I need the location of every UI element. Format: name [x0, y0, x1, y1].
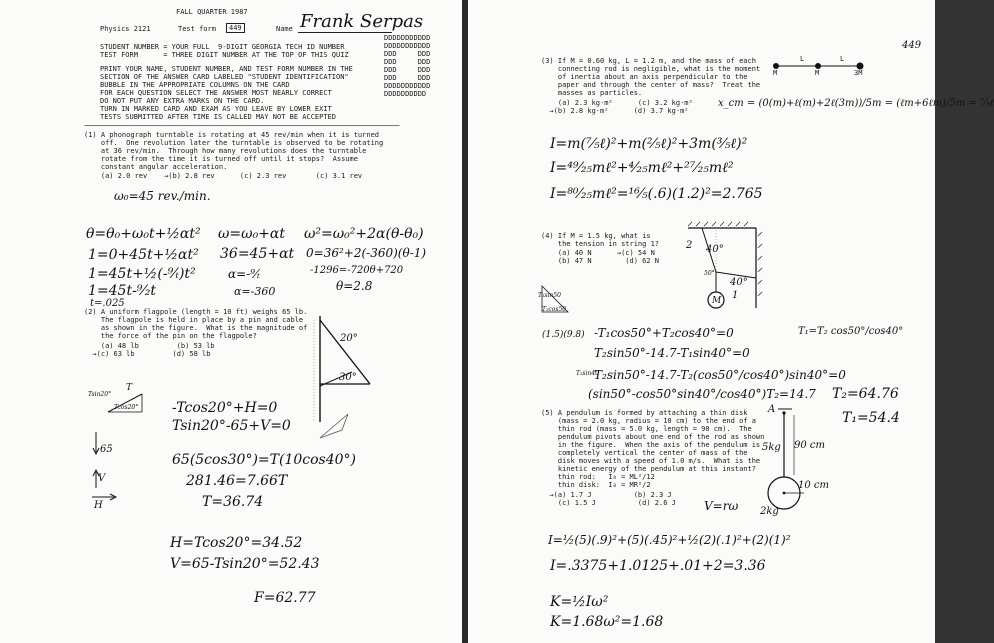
hw-line: θ=2.8	[336, 279, 373, 293]
name-underline	[298, 32, 392, 33]
fig-label: 50°	[704, 270, 715, 277]
question-text-line: constant angular acceleration.	[84, 163, 228, 171]
hw-line: α=-⁹⁄ₜ	[228, 267, 260, 281]
instruction-line: TESTS SUBMITTED AFTER TIME IS CALLED MAY NOT BE ACCEPTED	[100, 113, 337, 121]
hw-line: T₂sin50°-14.7-T₁sin40°=0	[594, 346, 750, 360]
instruction-line: DO NOT PUT ANY EXTRA MARKS ON THE CARD.	[100, 97, 265, 105]
student-number-instruction: STUDENT NUMBER = YOUR FULL 9-DIGIT GEORGIA TECH ID NUMBER	[100, 43, 345, 51]
hw-line: K=1.68ω²=1.68	[550, 614, 664, 630]
separator-line: ~~~~~~~~~~~~~~~~~~~~~~~~~~~~~~~~~~~~~~~~~~~~~~~~~~~~~~~~~~~~~~~~~~~~~~~~~~~~~~~~~~~~~~~~~~~~~~~~~~	[84, 122, 400, 130]
id-grid-row: DDDDDDDDDDD	[384, 82, 431, 90]
semester-heading: FALL QUARTER 1987	[176, 8, 248, 16]
answer-choices: (a) 2.3 kg·m² (c) 3.2 kg·m²	[541, 99, 693, 107]
fig-label: 10 cm	[798, 480, 829, 491]
hw-line: V=65-Tsin20°=52.43	[170, 556, 320, 572]
fbd-label: T	[126, 383, 133, 393]
question-text-line: thin rod: I₀ = ML²/12	[541, 473, 655, 481]
hw-line: T₁=T₂ cos50°/cos40°	[798, 326, 904, 337]
fbd-label: 65	[100, 444, 113, 455]
fig-label: 40°	[706, 244, 724, 255]
hw-line: T=36.74	[202, 494, 264, 510]
fig-label: 2	[686, 240, 693, 251]
question-text-line: (1) A phonograph turntable is rotating at 45 rev/min when it is turned	[84, 131, 380, 139]
hw-line: x_cm = (0(m)+ℓ(m)+2ℓ(3m))/5m = (ℓm+6ℓm)/5m = ⁷⁄₅ℓ	[718, 98, 994, 109]
hw-line: θ=θ₀+ω₀t+½αt²	[86, 226, 201, 242]
hw-line: (sin50°-cos50°sin40°/cos40°)T₂=14.7	[588, 387, 816, 401]
fig-label: M	[815, 69, 820, 77]
question-text-line: kinetic energy of the pendulum at this instant?	[541, 465, 756, 473]
hanging-mass-figure	[682, 222, 762, 312]
question-text-line: (4) If M = 1.5 kg, what is	[541, 232, 651, 240]
fig-label: 90 cm	[794, 440, 825, 451]
fig-label: 5kg	[762, 442, 781, 453]
hw-line: 281.46=7.66T	[186, 473, 288, 489]
question-text-line: pendulum pivots about one end of the rod as shown	[541, 433, 765, 441]
hw-line: -T₁cos50°+T₂cos40°=0	[594, 326, 734, 340]
angle-label-top: 20°	[340, 333, 358, 344]
id-grid-row: DDD DDD	[384, 50, 431, 58]
hw-line: T₂=64.76	[832, 386, 899, 402]
exam-page-left	[0, 0, 462, 643]
instruction-line: PRINT YOUR NAME, STUDENT NUMBER, AND TEST FORM NUMBER IN THE	[100, 65, 353, 73]
hw-line: I=m(⁷⁄₅ℓ)²+m(²⁄₅ℓ)²+3m(³⁄₅ℓ)²	[550, 136, 748, 152]
student-name-handwritten: Frank Serpas	[300, 11, 424, 32]
question-text-line: disk moves with a speed of 1.0 m/s. What is the	[541, 457, 761, 465]
course-label: Physics 2121	[100, 25, 151, 33]
test-form-value: 449	[226, 23, 245, 33]
angle-label-bottom: 30°	[339, 372, 357, 383]
question-text-line: thin disk: I₀ = MR²/2	[541, 481, 651, 489]
question-text-line: the force of the pin on the flagpole?	[84, 332, 257, 340]
question-text-line: (3) If M = 0.60 kg, L = 1.2 m, and the mass of each	[541, 57, 756, 65]
answer-choices: →(c) 63 lb (d) 58 lb	[84, 350, 211, 358]
id-grid-row: DDDDDDDDDD	[384, 90, 427, 98]
hw-line: α=-360	[234, 285, 276, 298]
question-text-line: (2) A uniform flagpole (length = 10 ft) weighs 65 lb.	[84, 308, 308, 316]
question-text-line: masses as particles.	[541, 89, 643, 97]
hw-line: 1=0+45t+½αt²	[88, 247, 199, 263]
question-text-line: The flagpole is held in place by a pin and cable	[84, 316, 304, 324]
id-grid-row: DDD DDD	[384, 74, 431, 82]
hw-line: I=⁸⁰⁄₂₅mℓ²=¹⁶⁄₅(.6)(1.2)²=2.765	[550, 186, 763, 202]
fbd-label: T₂sin40	[576, 370, 599, 377]
answer-choices: (a) 40 N →(c) 54 N	[541, 249, 655, 257]
hw-line: F=62.77	[254, 590, 316, 606]
hw-line: -Tcos20°+H=0	[172, 400, 278, 416]
question-text-line: rotate from the time it is turned off until it stops? Assume	[84, 155, 358, 163]
answer-choices: →(a) 1.7 J (b) 2.3 J	[541, 491, 672, 499]
q4-fbd-sketch	[538, 282, 578, 322]
fbd-label: Tcos20°	[114, 404, 139, 411]
fbd-label: Tsin20°	[88, 391, 112, 398]
id-grid-row: DDDDDDDDDDD	[384, 34, 431, 42]
question-text-line: completely vertical the center of mass of the	[541, 449, 748, 457]
hw-line: I=.3375+1.0125+.01+2=3.36	[550, 558, 766, 574]
test-form-instruction: TEST FORM = THREE DIGIT NUMBER AT THE TOP OF THIS QUIZ	[100, 51, 349, 59]
id-grid-row: DDDDDDDDDDD	[384, 42, 431, 50]
id-grid-row: DDD DDD	[384, 66, 431, 74]
hw-line: I=½(5)(.9)²+(5)(.45)²+½(2)(.1)²+(2)(1)²	[548, 533, 791, 547]
instruction-line: FOR EACH QUESTION SELECT THE ANSWER MOST NEARLY CORRECT	[100, 89, 332, 97]
hw-line: 1=45t+½(-⁹⁄ₜ)t²	[88, 266, 196, 282]
fbd-label: H	[94, 500, 103, 511]
hw-line: 65(5cos30°)=T(10cos40°)	[172, 452, 356, 468]
fig-label: 2kg	[760, 506, 779, 517]
fig-label: L	[800, 55, 805, 63]
fig-label: L	[840, 55, 845, 63]
question-text-line: off. One revolution later the turntable is observed to be rotating	[84, 139, 384, 147]
question-text-line: the tension in string 1?	[541, 240, 660, 248]
fig-label: A	[768, 404, 776, 415]
fbd-label: V	[98, 473, 106, 484]
hw-line: Tsin20°-65+V=0	[172, 418, 291, 434]
id-grid-row: DDD DDD	[384, 58, 431, 66]
hw-line: I=⁴⁹⁄₂₅mℓ²+⁴⁄₂₅mℓ²+²⁷⁄₂₅mℓ²	[550, 160, 734, 176]
instruction-line: SECTION OF THE ANSWER CARD LABELED "STUDENT IDENTIFICATION"	[100, 73, 349, 81]
pendulum-figure	[758, 405, 818, 517]
answer-choices: (c) 1.5 J (d) 2.6 J	[541, 499, 676, 507]
fig-label: 40°	[730, 277, 748, 288]
hw-line: t=.025	[90, 298, 125, 309]
question-text-line: as shown in the figure. What is the magnitude of	[84, 324, 308, 332]
fig-label: M	[773, 69, 778, 77]
hw-line: ω=ω₀+αt	[218, 226, 285, 242]
question-text-line: connecting rod is negligible, what is the moment	[541, 65, 761, 73]
test-form-label: Test form	[178, 25, 216, 33]
hw-line: 0=36²+2(-360)(θ-1)	[306, 246, 427, 260]
question-text-line: in the figure. When the axis of the pendulum is	[541, 441, 761, 449]
hw-line: V=rω	[704, 499, 739, 513]
question-text-line: at 36 rev/min. Through how many revolutions does the turntable	[84, 147, 367, 155]
small-sketch	[318, 410, 352, 440]
hw-line: ω²=ω₀²+2α(θ-θ₀)	[304, 226, 424, 242]
fig-label: M	[712, 296, 722, 306]
hw-line: K=½Iω²	[550, 594, 609, 610]
question-text-line: paper and through the center of mass? Treat the	[541, 81, 761, 89]
answer-choices: (b) 47 N (d) 62 N	[541, 257, 660, 265]
answer-choices: (a) 2.0 rev →(b) 2.8 rev (c) 2.3 rev (c) 3.1 rev	[84, 172, 363, 180]
hw-line: 36=45+αt	[220, 246, 295, 262]
hw-line: ω₀=45 rev./min.	[114, 189, 211, 203]
fig-label: 1	[732, 290, 739, 301]
hw-line: T₂sin50°-14.7-T₂(cos50°/cos40°)sin40°=0	[594, 368, 846, 382]
exam-page-right	[468, 0, 994, 643]
hw-line: (1.5)(9.8)	[542, 330, 585, 340]
question-text-line: (mass = 2.0 kg, radius = 10 cm) to the end of a	[541, 417, 756, 425]
corner-form-number: 449	[902, 40, 922, 51]
fbd-label: T₁sin50	[538, 292, 561, 299]
instruction-line: TURN IN MARKED CARD AND EXAM AS YOU LEAVE BY LOWER EXIT	[100, 105, 332, 113]
fbd-label: T₂cos50	[542, 306, 567, 313]
question-text-line: (5) A pendulum is formed by attaching a thin disk	[541, 409, 748, 417]
hw-line: 1=45t-⁹⁄₂t	[88, 283, 156, 299]
question-text-line: of inertia about an axis perpendicular to the	[541, 73, 748, 81]
answer-choices: (a) 48 lb (b) 53 lb	[84, 342, 215, 350]
hw-line: H=Tcos20°=34.52	[170, 535, 303, 551]
instruction-line: BUBBLE IN THE APPROPRIATE COLUMNS ON THE CARD	[100, 81, 290, 89]
hw-line: -1296=-720θ+720	[310, 265, 404, 276]
answer-choices: →(b) 2.8 kg·m² (d) 3.7 kg·m²	[541, 107, 689, 115]
fig-label: 3M	[854, 69, 863, 77]
question-text-line: thin rod (mass = 5.0 kg, length = 90 cm). The	[541, 425, 752, 433]
hw-line: T₁=54.4	[842, 410, 900, 426]
name-label: Name	[276, 25, 293, 33]
